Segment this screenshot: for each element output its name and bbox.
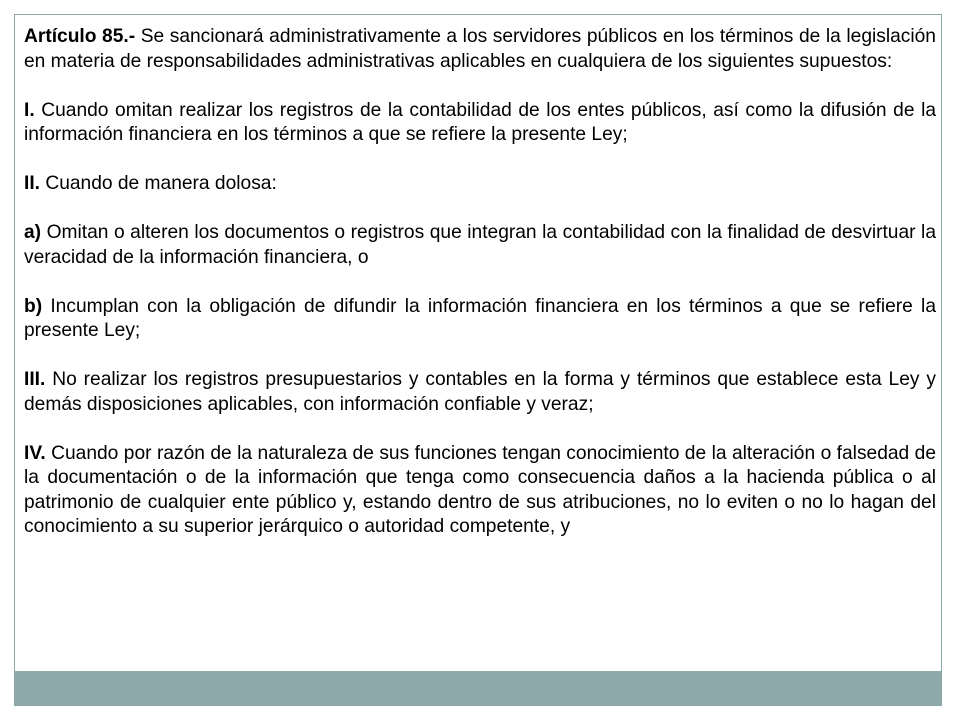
article-heading: Artículo 85.- xyxy=(24,26,136,47)
fraction-label: III. xyxy=(24,369,46,390)
fraction-text: Cuando por razón de la naturaleza de sus funciones tengan conocimiento de la alteración o falsedad de la documentación o de la información que tenga como consecuencia daños a la hacienda pública o al patrimonio de cualquier ente público y, estando dentro de sus atribuciones, no lo eviten o no lo hagan del conocimiento a su superior jerárquico o autoridad competente, y xyxy=(24,442,936,537)
fraction-text: No realizar los registros presupuestarios y contables en la forma y términos que establece esta Ley y demás disposiciones aplicables, con información confiable y veraz; xyxy=(24,369,936,415)
fraction-iii xyxy=(24,368,936,417)
subsection-text: Incumplan con la obligación de difundir la información financiera en los términos a que se refiere la presente Ley; xyxy=(24,295,936,341)
footer-bar xyxy=(15,671,941,705)
article-text xyxy=(24,25,936,564)
fraction-text: Cuando de manera dolosa: xyxy=(40,173,277,194)
subsection-a xyxy=(24,221,936,270)
article-intro-text: Se sancionará administrativamente a los servidores públicos en los términos de la legislación en materia de responsabilidades administrativas aplicables en cualquiera de los siguientes supuestos: xyxy=(24,26,936,72)
subsection-label: a) xyxy=(24,222,42,243)
fraction-label: II. xyxy=(24,173,40,194)
subsection-label: b) xyxy=(24,295,43,317)
fraction-label: I. xyxy=(24,99,35,121)
fraction-label: IV. xyxy=(24,442,46,464)
fraction-text: Cuando omitan realizar los registros de la contabilidad de los entes públicos, así como la difusión de la información financiera en los términos a que se refiere la presente Ley; xyxy=(24,99,936,145)
fraction-ii xyxy=(24,172,936,197)
subsection-b xyxy=(24,295,936,344)
article-intro xyxy=(24,25,936,74)
subsection-text: Omitan o alteren los documentos o registros que integran la contabilidad con la finalidad de desvirtuar la veracidad de la información financiera, o xyxy=(24,222,936,268)
fraction-i xyxy=(24,99,936,148)
fraction-iv xyxy=(24,442,936,540)
